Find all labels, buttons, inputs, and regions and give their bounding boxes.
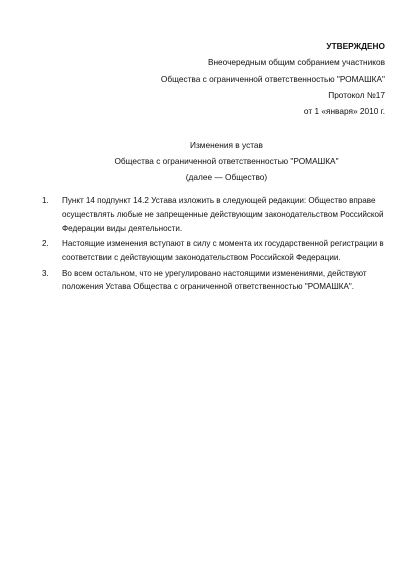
title-line-company: Общества с ограниченной ответственностью "РОМАШКА": [114, 156, 339, 166]
title-line-changes: Изменения в устав: [190, 140, 263, 150]
amendment-item: [42, 237, 387, 265]
approval-heading: УТВЕРЖДЕНО: [326, 41, 385, 51]
document-title: [0, 137, 413, 185]
amendment-text: Пункт 14 подпункт 14.2 Устава изложить в следующей редакции: Общество вправе осуществлять любые не запрещенные действующим законодательством Российской Федерации виды деятельности.: [62, 196, 384, 233]
approval-line-protocol: Протокол №17: [328, 89, 385, 100]
amendment-number: 3.: [42, 268, 49, 278]
amendment-item: [42, 194, 387, 236]
approval-line-date: от 1 «января» 2010 г.: [303, 106, 385, 117]
amendment-text: Настоящие изменения вступают в силу с момента их государственной регистрации в соответствии с действующим законодательством Российской Федерации.: [62, 239, 384, 263]
amendment-item: [42, 267, 387, 295]
approval-line-meeting: Внеочередным общим собранием участников: [207, 57, 385, 68]
amendment-number: 1.: [42, 196, 49, 205]
amendment-number: 2.: [42, 239, 49, 249]
amendment-list: [42, 194, 387, 296]
approval-line-company: Общества с ограниченной ответственностью "РОМАШКА": [160, 73, 385, 84]
approval-stamp-block: [161, 38, 385, 119]
amendment-text: Во всем остальном, что не урегулировано настоящими изменениями, действуют положения Устава Общества с ограниченной ответственностью "РОМАШКА".: [62, 268, 367, 292]
title-line-abbrev: (далее — Общество): [185, 172, 268, 182]
